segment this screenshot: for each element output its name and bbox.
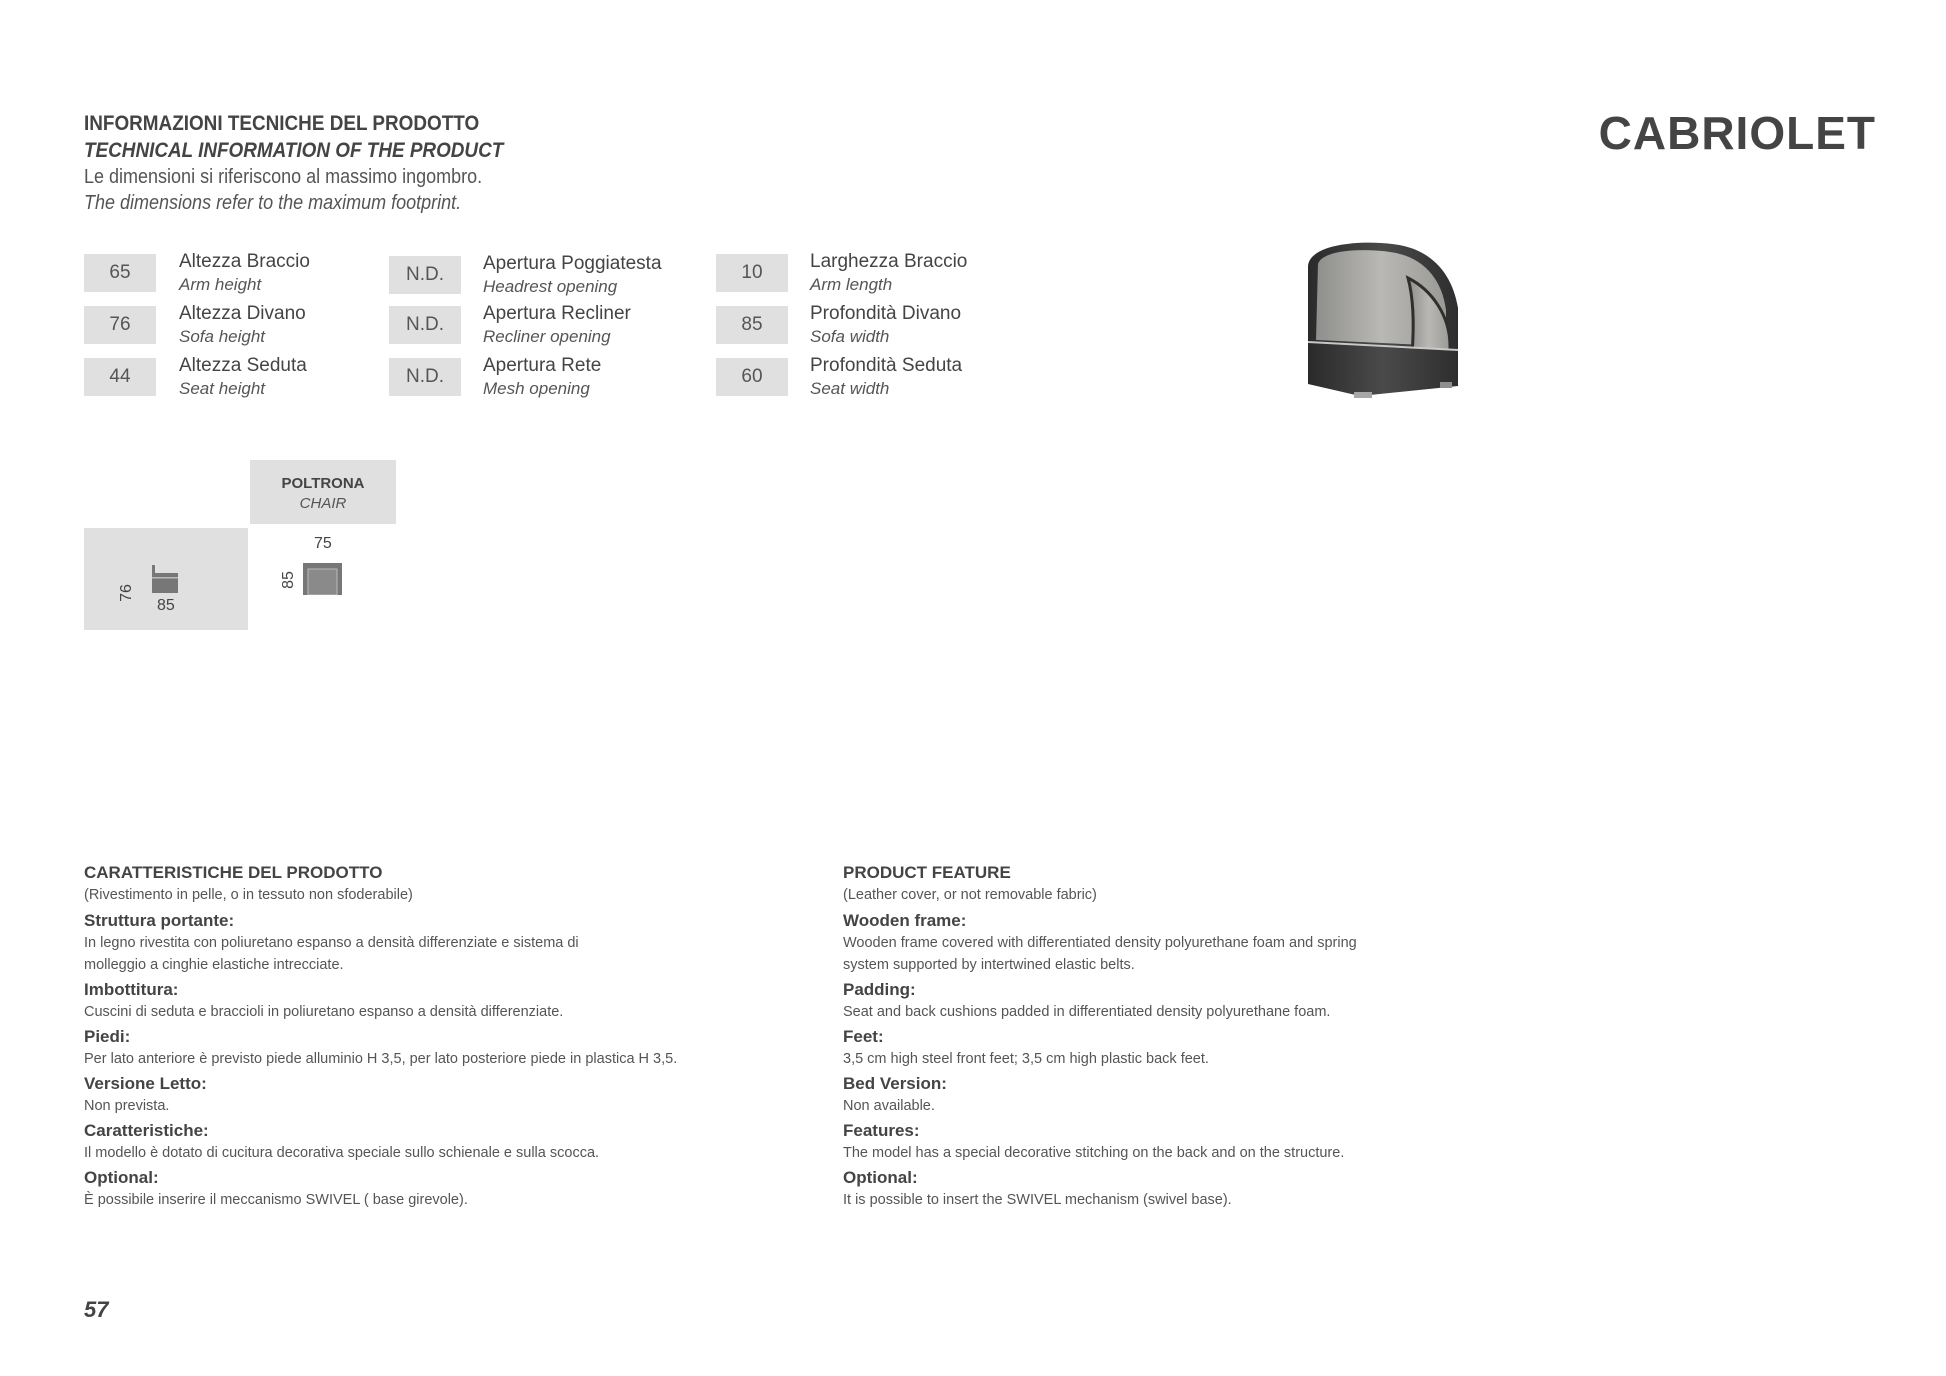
features-heading: CARATTERISTICHE DEL PRODOTTO [84, 863, 383, 882]
title-italian: INFORMAZIONI TECNICHE DEL PRODOTTO [84, 112, 480, 135]
dimension-value: 60 [716, 358, 788, 396]
note-italian: Le dimensioni si riferiscono al massimo ingombro. [84, 166, 483, 188]
feature-item [843, 1167, 1483, 1211]
feature-item [84, 1120, 724, 1164]
feature-label: Wooden frame: [843, 911, 967, 930]
feature-item [843, 1120, 1483, 1164]
dimension-value: 10 [716, 254, 788, 292]
feature-label: Features: [843, 1121, 920, 1140]
dimension-label-en: Arm length [810, 275, 893, 294]
feature-label: Bed Version: [843, 1074, 947, 1093]
config-header-chair [250, 460, 396, 524]
feature-label: Struttura portante: [84, 911, 235, 930]
dimension-label-it: Apertura Recliner [483, 303, 631, 324]
dimension-value: N.D. [389, 256, 461, 294]
dimension-value: 85 [716, 306, 788, 344]
dimension-label-en: Mesh opening [483, 379, 590, 398]
dimension-label-it: Larghezza Braccio [810, 251, 968, 272]
armchair-top-icon [303, 563, 342, 595]
feature-item [84, 1167, 724, 1211]
feature-text: Non prevista. [84, 1098, 170, 1114]
feature-item [84, 979, 724, 1023]
feature-label: Imbottitura: [84, 980, 179, 999]
feature-text: 3,5 cm high steel front feet; 3,5 cm high plastic back feet. [843, 1051, 1209, 1067]
dimension-value: N.D. [389, 358, 461, 396]
dimension-value: 44 [84, 358, 156, 396]
feature-text: Non available. [843, 1098, 935, 1114]
feature-item [843, 1026, 1483, 1070]
feature-label: Optional: [84, 1168, 159, 1187]
feature-text: Wooden frame covered with differentiated density polyurethane foam and spring system supported by intertwined elastic belts. [843, 935, 1357, 973]
feature-item [84, 1073, 724, 1117]
dimension-label-en: Sofa height [179, 327, 266, 346]
feature-item [843, 1073, 1483, 1117]
dimension-label-en: Recliner opening [483, 327, 611, 346]
feature-label: Piedi: [84, 1027, 131, 1046]
dimension-label-it: Profondità Seduta [810, 355, 963, 376]
feature-text: Il modello è dotato di cucitura decorativa speciale sullo schienale e sulla scocca. [84, 1145, 600, 1161]
dimension-label-it: Altezza Divano [179, 303, 306, 324]
feature-item [84, 1026, 724, 1070]
dimension-value: 76 [84, 306, 156, 344]
dimension-label-en: Seat height [179, 379, 266, 398]
dimension-label-it: Profondità Divano [810, 303, 962, 324]
dimension-label-it: Apertura Rete [483, 355, 602, 376]
title-english: TECHNICAL INFORMATION OF THE PRODUCT [84, 139, 504, 162]
feature-text: The model has a special decorative stitching on the back and on the structure. [843, 1145, 1345, 1161]
config-title-it: POLTRONA [281, 475, 365, 492]
feature-text: È possibile inserire il meccanismo SWIVEL ( base girevole). [84, 1192, 468, 1208]
page-number: 57 [84, 1297, 109, 1322]
feature-text: Per lato anteriore è previsto piede alluminio H 3,5, per lato posteriore piede in plastica H 3,5. [84, 1051, 678, 1067]
feature-label: Versione Letto: [84, 1074, 207, 1093]
note-english: The dimensions refer to the maximum footprint. [84, 192, 462, 214]
dimension-label-it: Apertura Poggiatesta [483, 253, 662, 274]
feature-label: Optional: [843, 1168, 918, 1187]
top-view-width-label: 75 [314, 535, 332, 552]
model-name: CABRIOLET [1598, 107, 1876, 159]
features-note: (Leather cover, or not removable fabric) [843, 887, 1097, 903]
dimension-label-it: Altezza Seduta [179, 355, 307, 376]
features-heading: PRODUCT FEATURE [843, 863, 1011, 882]
dimension-label-en: Headrest opening [483, 277, 618, 296]
features-note: (Rivestimento in pelle, o in tessuto non sfoderabile) [84, 887, 413, 903]
dimension-value: N.D. [389, 306, 461, 344]
dimension-value: 65 [84, 254, 156, 292]
side-view-height-label: 76 [117, 584, 135, 602]
feature-label: Feet: [843, 1027, 884, 1046]
side-view-width-label: 85 [157, 597, 175, 614]
armchair-image [1300, 238, 1460, 402]
dimension-label-en: Sofa width [810, 327, 890, 346]
dimension-label-en: Seat width [810, 379, 890, 398]
dimension-label-it: Altezza Braccio [179, 251, 310, 272]
feature-item [84, 910, 724, 976]
armchair-side-icon [150, 563, 180, 595]
feature-text: It is possible to insert the SWIVEL mechanism (swivel base). [843, 1192, 1232, 1208]
config-title-en: CHAIR [299, 495, 347, 512]
dimension-label-en: Arm height [179, 275, 262, 294]
feature-label: Caratteristiche: [84, 1121, 209, 1140]
feature-text: Cuscini di seduta e braccioli in poliuretano espanso a densità differenziate. [84, 1004, 564, 1020]
feature-text: Seat and back cushions padded in differentiated density polyurethane foam. [843, 1004, 1331, 1020]
features-italian [84, 862, 724, 1214]
feature-item [843, 979, 1483, 1023]
feature-text: In legno rivestita con poliuretano espanso a densità differenziate e sistema di molleggio a cinghie elastiche intrecciate. [84, 935, 579, 973]
feature-label: Padding: [843, 980, 916, 999]
feature-item [843, 910, 1483, 976]
top-view-depth-label: 85 [279, 571, 297, 589]
features-english [843, 862, 1483, 1214]
technical-info-header [84, 110, 550, 216]
